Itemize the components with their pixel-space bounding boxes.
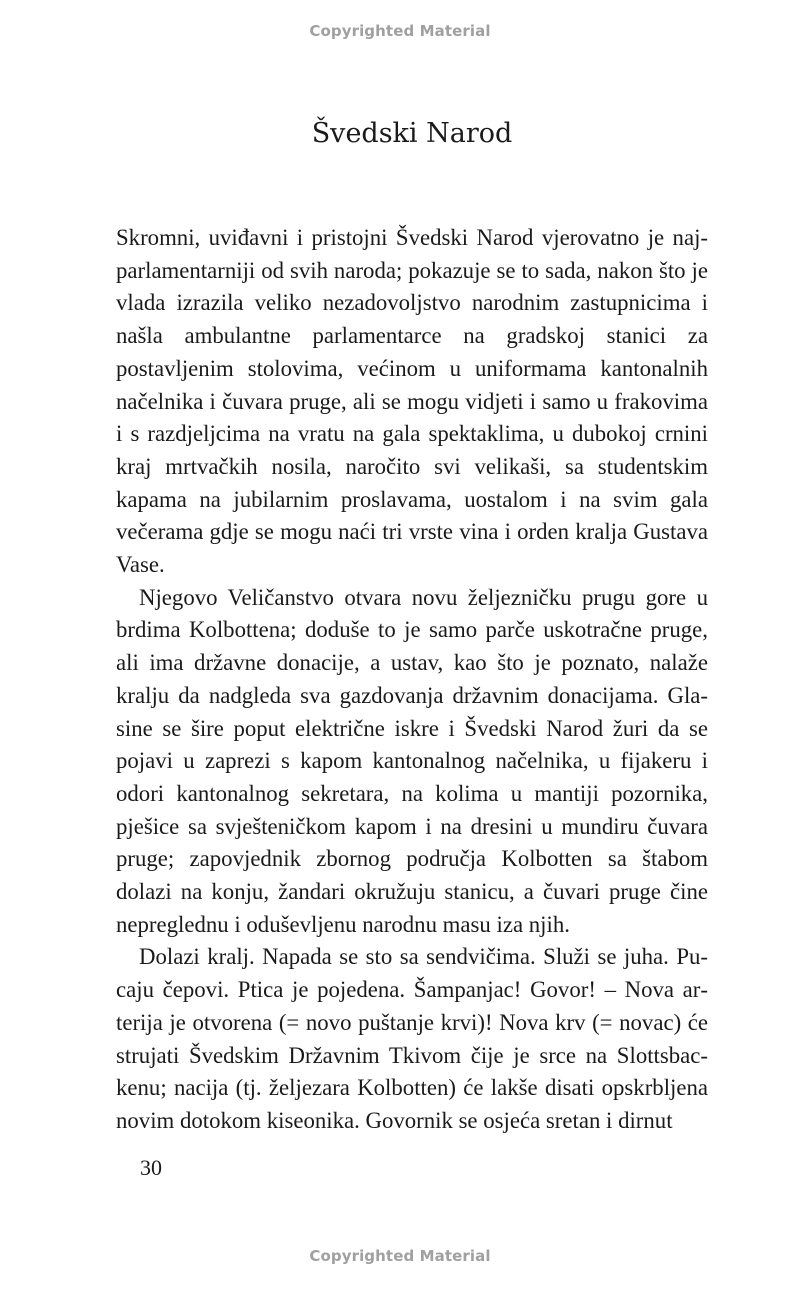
- copyright-watermark-top: Copyrighted Material: [309, 22, 491, 40]
- page-number: 30: [140, 1155, 162, 1180]
- paragraph-3: Dolazi kralj. Napada se sto sa sendvičima. Služi se juha. Pucaju čepovi. Ptica je pojedena. Šampanjac! Govor! – Nova arterija je otvorena (= novo puštanje krvi)! Nova krv (= novac) će strujati Švedskim Državnim Tkivom čije je srce na Slottsbackenu; nacija (tj. željezara Kolbotten) će lakše disati opskrbljena novim dotokom kiseonika. Govornik se osjeća sretan i dirnut: [116, 944, 708, 1133]
- paragraph-2: Njegovo Veličanstvo otvara novu željezničku prugu gore u brdima Kolbottena; doduše to je samo parče uskotračne pruge, ali ima državne donacije, a ustav, kao što je poznato, nalaže kralju da nadgleda sva gazdovanja državnim donacijama. Glasine se šire poput električne iskre i Švedski Narod žuri da se pojavi u zaprezi s kapom kantonalnog načelnika, u fijakeru i odori kantonalnog sekretara, na kolima u mantiji pozornika, pješice sa svješteničkom kapom i na dresini u mundiru čuvara pruge; zapovjednik zbornog područja Kolbotten sa štabom dolazi na konju, žandari okružuju stanicu, a čuvari pruge čine nepreglednu i oduševljenu narodnu masu iza njih.: [116, 584, 708, 937]
- body-text: [116, 222, 708, 1138]
- paragraph-1: Skromni, uviđavni i pristojni Švedski Narod vjerovatno je najparlamentarniji od svih naroda; pokazuje se to sada, nakon što je vlada izrazila veliko nezadovoljstvo narodnim zastupnicima i našla ambulantne parlamentarce na gradskoj stanici za postavljenim stolovima, većinom u uniformama kantonalnih načelnika i čuvara pruge, ali se mogu vidjeti i samo u frakovima i s razdjeljcima na vratu na gala spektaklima, u dubokoj crnini kraj mrtvačkih nosila, naročito svi velikaši, sa studentskim kapama na jubilarnim proslavama, uostalom i na svim gala večerama gdje se mogu naći tri vrste vina i orden kralja Gustava Vase.: [116, 225, 708, 578]
- chapter-title: Švedski Narod: [311, 118, 513, 149]
- copyright-watermark-bottom: Copyrighted Material: [309, 1247, 491, 1265]
